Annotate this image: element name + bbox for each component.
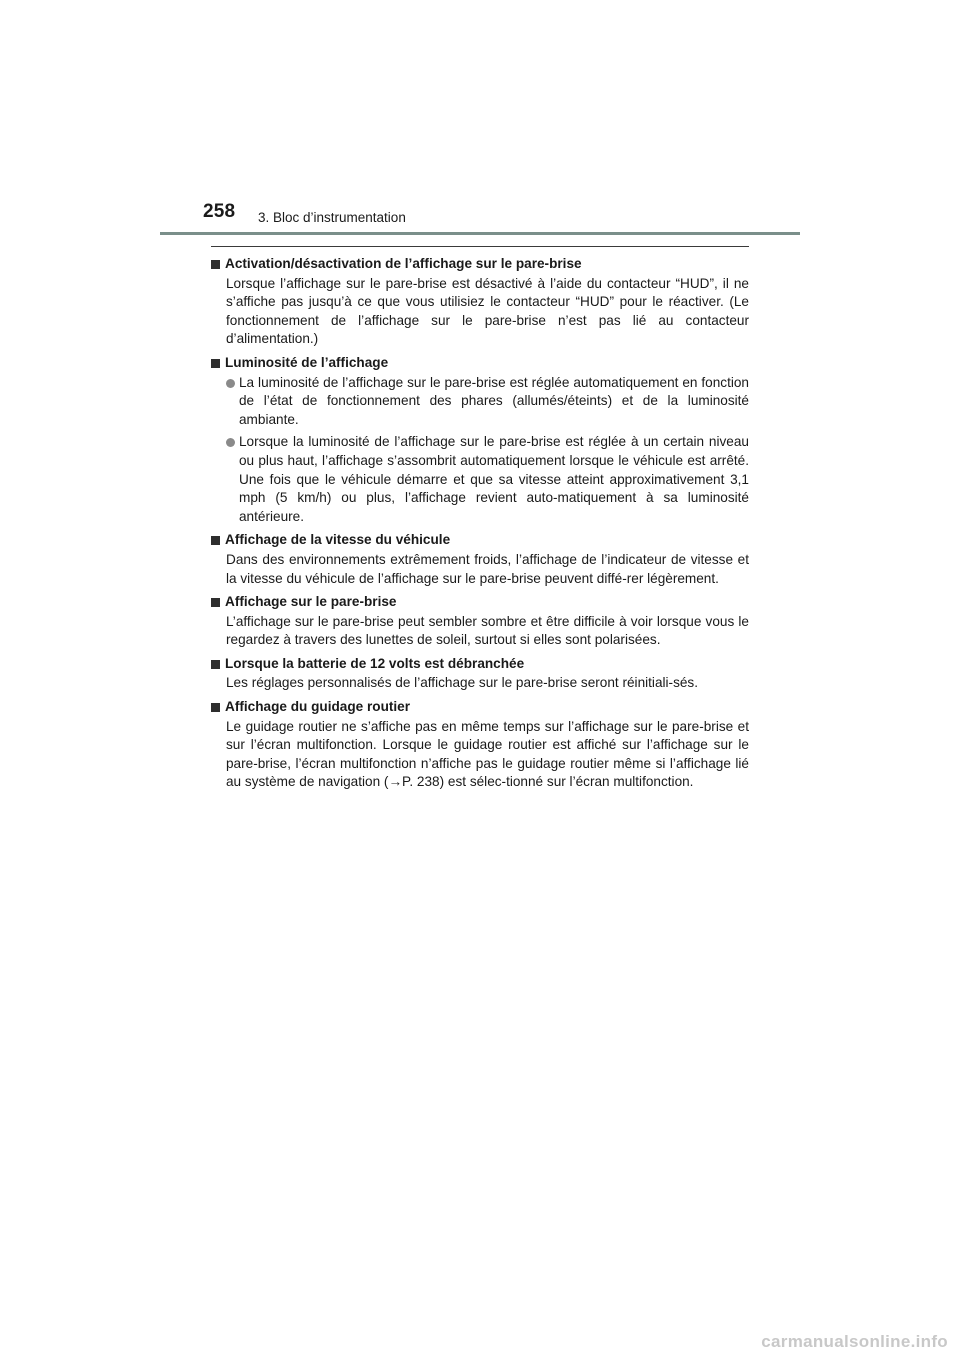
section-title: Affichage de la vitesse du véhicule — [225, 532, 451, 548]
list-item-text: La luminosité de l’affichage sur le pare-brise est réglée automatiquement en fonction de l’état de fonctionnement des phares (allumés/éteints) et de la luminosité ambiante. — [239, 374, 749, 427]
section-battery-disconnected — [211, 655, 749, 693]
circle-bullet-icon — [226, 379, 235, 388]
square-bullet-icon — [211, 359, 220, 368]
list-item — [226, 433, 749, 526]
square-bullet-icon — [211, 260, 220, 269]
section-title: Affichage du guidage routier — [225, 699, 411, 715]
section-paragraph: Lorsque l’affichage sur le pare-brise est désactivé à l’aide du contacteur “HUD”, il ne s’affiche pas jusqu’à ce que vous utilisiez le contacteur “HUD” pour le réactiver. (Le fonctionnement de l’affichage sur le pare-brise n’est pas lié au contacteur d’alimentation.) — [226, 275, 749, 347]
section-heading — [211, 255, 749, 274]
section-title: Affichage sur le pare-brise — [225, 594, 397, 610]
header-divider — [160, 232, 800, 235]
section-display-brightness — [211, 354, 749, 526]
section-heading — [211, 354, 749, 373]
page-header — [0, 0, 960, 240]
section-route-guidance — [211, 698, 749, 792]
list-item-text: Lorsque la luminosité de l’affichage sur le pare-brise est réglée à un certain niveau ou plus haut, l’affichage s’assombrit automatiquement lorsque le véhicule est arrêté. Une fois que le véhicule démarre et que sa vitesse atteint approximativement 3,1 mph (5 km/h) ou plus, l’affichage revient auto-matiquement à sa luminosité antérieure. — [239, 434, 749, 524]
section-title: Activation/désactivation de l’affichage sur le pare-brise — [225, 256, 582, 271]
section-paragraph: Les réglages personnalisés de l’affichage sur le pare-brise seront réinitiali-sés. — [226, 675, 699, 691]
section-heading — [211, 531, 749, 550]
list-item — [226, 374, 749, 430]
square-bullet-icon — [211, 660, 220, 669]
section-divider — [211, 246, 749, 247]
section-paragraph: Dans des environnements extrêmement froids, l’affichage de l’indicateur de vitesse et la vitesse du véhicule de l’affichage sur le pare-brise peuvent diffé-rer légèrement. — [226, 551, 749, 586]
section-hud-activation — [211, 255, 749, 349]
section-heading — [211, 698, 749, 717]
watermark-text: carmanualsonline.info — [761, 1332, 948, 1351]
section-heading — [211, 655, 749, 674]
section-heading — [211, 593, 749, 612]
section-windshield-display — [211, 593, 749, 650]
section-vehicle-speed-display — [211, 531, 749, 588]
section-title: Luminosité de l’affichage — [225, 354, 389, 370]
circle-bullet-icon — [226, 438, 235, 447]
page-number: 258 — [203, 201, 236, 222]
section-paragraph: Le guidage routier ne s’affiche pas en même temps sur l’affichage sur le pare-brise et sur l’écran multifonction. Lorsque le guidage routier est affiché sur l’affichage sur le pare-brise, l’écran multifonction n’affiche pas le guidage routier même si l’affichage lié au système de navigation (→P. 238) est sélec-tionné sur l’écran multifonction. — [226, 718, 749, 790]
page-content — [211, 255, 749, 797]
square-bullet-icon — [211, 536, 220, 545]
square-bullet-icon — [211, 703, 220, 712]
section-title: Lorsque la batterie de 12 volts est débranchée — [225, 655, 525, 671]
square-bullet-icon — [211, 598, 220, 607]
section-paragraph: L’affichage sur le pare-brise peut sembler sombre et être difficile à voir lorsque vous le regardez à travers des lunettes de soleil, surtout si elles sont polarisées. — [226, 613, 749, 648]
chapter-title: 3. Bloc d’instrumentation — [258, 210, 406, 225]
